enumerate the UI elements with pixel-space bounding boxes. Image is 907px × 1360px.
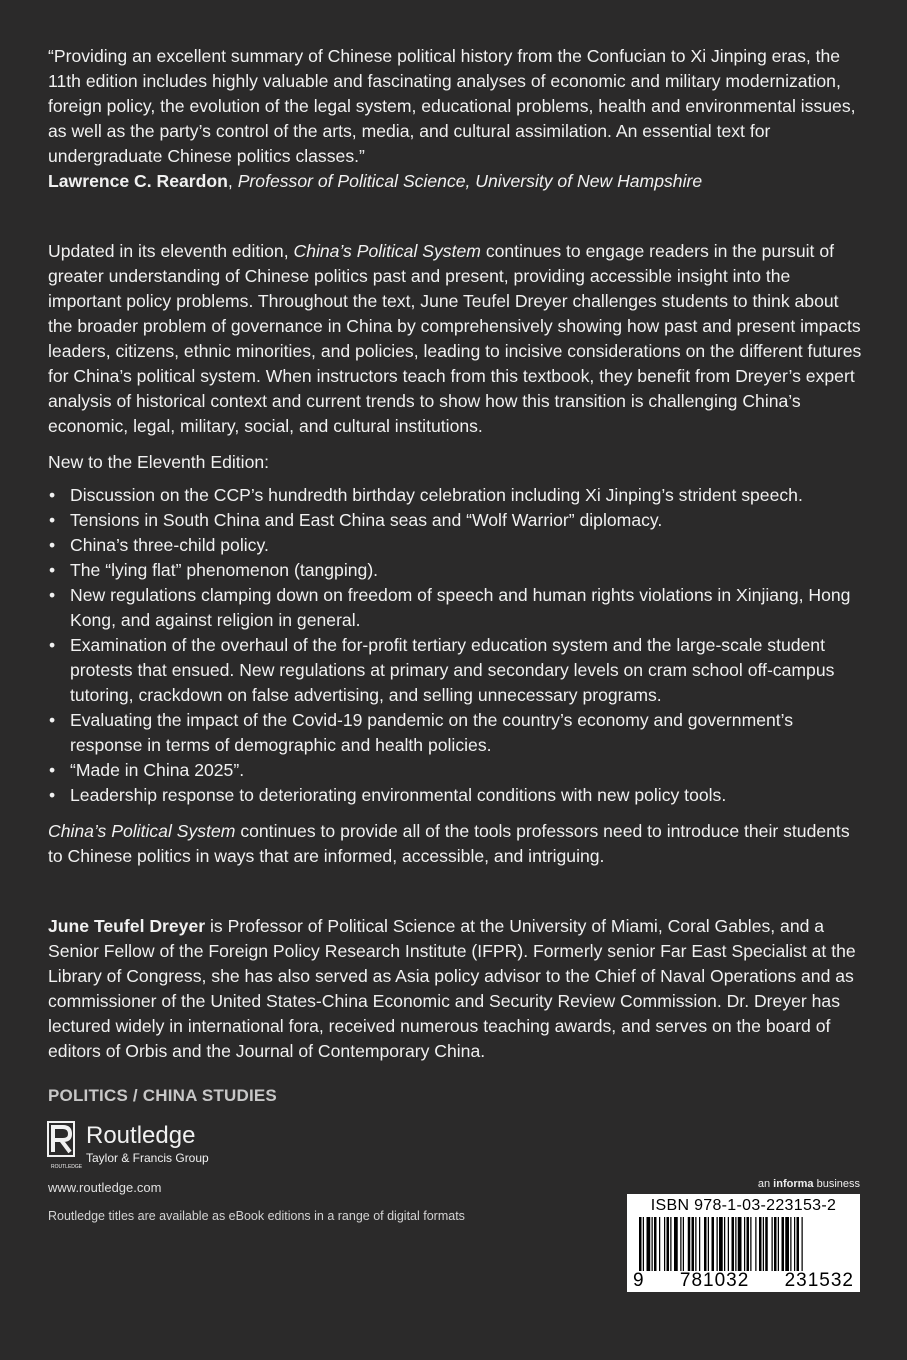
isbn-barcode bbox=[627, 1194, 860, 1292]
list-item: • The “lying flat” phenomenon (tangping). bbox=[48, 558, 863, 583]
publisher-website[interactable]: www.routledge.com bbox=[48, 1180, 162, 1195]
barcode-block bbox=[627, 1178, 860, 1292]
list-item: • Leadership response to deteriorating environmental conditions with new policy tools. bbox=[48, 783, 863, 808]
svg-text:ROUTLEDGE: ROUTLEDGE bbox=[51, 1164, 83, 1170]
list-item: • China’s three-child policy. bbox=[48, 533, 863, 558]
new-edition-heading: New to the Eleventh Edition: bbox=[48, 452, 270, 472]
barcode-bars bbox=[633, 1217, 854, 1271]
author-bio: June Teufel Dreyer is Professor of Political Science at the University of Miami, Coral Gables, and a Senior Fellow of the Foreign Policy Research Institute (IFPR). Formerly senior Far East Specialist at the Library of Congress, she has also served as Asia policy advisor to the Chief of Naval Operations and as commissioner of the United States-China Economic and Security Review Commission. Dr. Dreyer has lectured widely in international fora, received numerous teaching awards, and serves on the board of editors of Orbis and the Journal of Contemporary China. bbox=[48, 916, 856, 1061]
list-item: • Evaluating the impact of the Covid-19 pandemic on the country’s economy and government’s response in terms of demographic and health policies. bbox=[48, 708, 863, 758]
informa-tagline: an informa business bbox=[757, 1178, 860, 1190]
list-item: • “Made in China 2025”. bbox=[48, 758, 863, 783]
isbn-label: ISBN 978-1-03-223153-2 bbox=[650, 1197, 837, 1214]
list-item: • Examination of the overhaul of the for-profit tertiary education system and the large-scale student protests that ensued. New regulations at primary and secondary levels on cram school off-campus tutoring, crackdown on false advertising, and selling unnecessary programs. bbox=[48, 633, 863, 708]
quote-affiliation: Professor of Political Science, University of New Hampshire bbox=[237, 171, 703, 191]
ebook-note: Routledge titles are available as eBook editions in a range of digital formats bbox=[48, 1209, 465, 1223]
publisher-logo bbox=[48, 1120, 863, 1170]
list-item: • New regulations clamping down on freedom of speech and human rights violations in Xinjiang, Hong Kong, and against religion in general. bbox=[48, 583, 863, 633]
list-item: • Discussion on the CCP’s hundredth birthday celebration including Xi Jinping’s strident speech. bbox=[48, 483, 863, 508]
list-item: • Tensions in South China and East China seas and “Wolf Warrior” diplomacy. bbox=[48, 508, 863, 533]
new-edition-list bbox=[48, 483, 863, 808]
publisher-group: Taylor & Francis Group bbox=[86, 1151, 209, 1165]
publisher-name: Routledge bbox=[86, 1122, 196, 1149]
author-name: June Teufel Dreyer bbox=[48, 916, 206, 936]
barcode-digits: 9 781032 231532 bbox=[633, 1270, 854, 1291]
book-title: China’s Political System bbox=[48, 821, 236, 841]
routledge-logo-icon bbox=[48, 1120, 83, 1170]
back-cover-text bbox=[48, 44, 863, 1223]
closing-paragraph: China’s Political System continues to provide all of the tools professors need to introduce their students to Chinese politics in ways that are informed, accessible, and intriguing. bbox=[48, 821, 850, 866]
book-title: China’s Political System bbox=[293, 241, 481, 261]
book-description: Updated in its eleventh edition, China’s Political System continues to engage readers in the pursuit of greater understanding of Chinese politics past and present, providing accessible insight into the important policy problems. Throughout the text, June Teufel Dreyer challenges students to think about the broader problem of governance in China by comprehensively showing how past and present impacts leaders, citizens, ethnic minorities, and policies, leading to incisive considerations on the different futures for China’s political system. When instructors teach from this textbook, they benefit from Dreyer’s expert analysis of historical context and current trends to show how this transition is challenging China’s economic, legal, military, social, and cultural institutions. bbox=[48, 241, 862, 436]
endorsement-quote: “Providing an excellent summary of Chinese political history from the Confucian to Xi Jinping eras, the 11th edition includes highly valuable and fascinating analyses of economic and military modernization, foreign policy, the evolution of the legal system, educational problems, health and environmental issues, as well as the party’s control of the arts, media, and cultural assimilation. An essential text for undergraduate Chinese politics classes.” Lawrence C. Reardon, Professor of Political Science, University of New Hampshire bbox=[48, 46, 856, 191]
subject-category: POLITICS / CHINA STUDIES bbox=[48, 1086, 277, 1105]
quote-author: Lawrence C. Reardon bbox=[48, 171, 228, 191]
